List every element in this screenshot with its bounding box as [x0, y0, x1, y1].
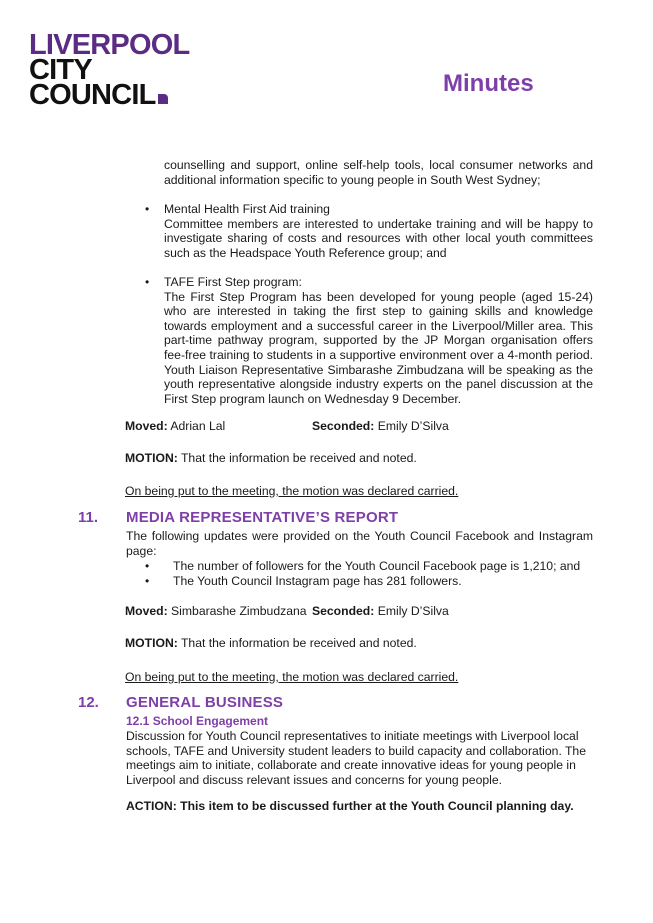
section-11-number: 11. [78, 509, 99, 526]
continued-paragraph: counselling and support, online self-help tools, local consumer networks and additional information specific to young people in South West Sydney; [164, 158, 593, 187]
action-statement: ACTION: This item to be discussed further at the Youth Council planning day. [126, 799, 574, 813]
list-item-title: TAFE First Step program: [164, 275, 302, 289]
list-item-body: Committee members are interested to undertake training and will be happy to investigate sharing of costs and resources with other local youth committees such as the Headspace Youth Reference group; and [164, 216, 593, 260]
moved-label: Moved: [125, 419, 168, 433]
bullet-icon: • [145, 559, 150, 573]
bullet-icon: • [145, 574, 150, 588]
document-title: Minutes [443, 70, 534, 97]
section-12-title: GENERAL BUSINESS [126, 694, 284, 711]
logo-square-icon [158, 94, 168, 104]
section-11-intro: The following updates were provided on the Youth Council Facebook and Instagram page: [126, 529, 593, 558]
section-11-title: MEDIA REPRESENTATIVE’S REPORT [126, 509, 399, 526]
list-item-title: Mental Health First Aid training [164, 202, 330, 216]
carried-statement: On being put to the meeting, the motion was declared carried. [125, 670, 459, 684]
moved-label: Moved: [125, 604, 168, 618]
motion-line [125, 636, 417, 651]
list-item: The Youth Council Instagram page has 281 followers. [173, 574, 462, 588]
seconded-name: Emily D’Silva [377, 419, 449, 433]
seconded-label: Seconded: [312, 604, 375, 618]
carried-statement: On being put to the meeting, the motion was declared carried. [125, 484, 459, 498]
logo-line-city: CITY [29, 54, 92, 86]
seconded-label: Seconded: [312, 419, 375, 433]
list-item [164, 275, 593, 406]
section-12-subtitle: 12.1 School Engagement [126, 714, 269, 728]
motion-text: That the information be received and noted. [180, 451, 417, 465]
moved-line [125, 419, 225, 434]
list-item [164, 202, 593, 260]
seconded-name: Emily D’Silva [377, 604, 449, 618]
motion-line [125, 451, 417, 466]
moved-name: Simbarashe Zimbudzana [171, 604, 307, 618]
logo-council-text: COUNCIL [29, 79, 156, 111]
motion-text: That the information be received and noted. [180, 636, 417, 650]
section-12-body: Discussion for Youth Council representatives to initiate meetings with Liverpool local schools, TAFE and University student leaders to build capacity and collaboration. The meetings aim to initiate, collaborate and create innovative ideas for young people in Liverpool and discuss relevant issues and concerns for young people. [126, 729, 586, 787]
motion-label: MOTION: [125, 451, 178, 465]
seconded-line [312, 604, 449, 619]
section-12-number: 12. [78, 694, 99, 711]
bullet-icon: • [145, 202, 150, 216]
list-item-body: The First Step Program has been developed for young people (aged 15-24) who are interested in taking the first step to gaining skills and knowledge towards employment and a successful career in the Liverpool/Miller area. This part-time pathway program, supported by the JP Morgan organisation offers fee-free training to students in a supportive environment over a 4-month period. Youth Liaison Representative Simbarashe Zimbudzana will be speaking as the youth representative alongside industry experts on the panel discussion at the First Step program launch on Wednesday 9 December. [164, 289, 593, 406]
list-item: The number of followers for the Youth Council Facebook page is 1,210; and [173, 559, 581, 573]
moved-line [125, 604, 307, 619]
logo-line-council [29, 79, 209, 111]
moved-name: Adrian Lal [170, 419, 226, 433]
bullet-icon: • [145, 275, 150, 289]
logo-line-liverpool: LIVERPOOL [29, 29, 190, 61]
seconded-line [312, 419, 449, 434]
council-logo [29, 29, 209, 111]
motion-label: MOTION: [125, 636, 178, 650]
